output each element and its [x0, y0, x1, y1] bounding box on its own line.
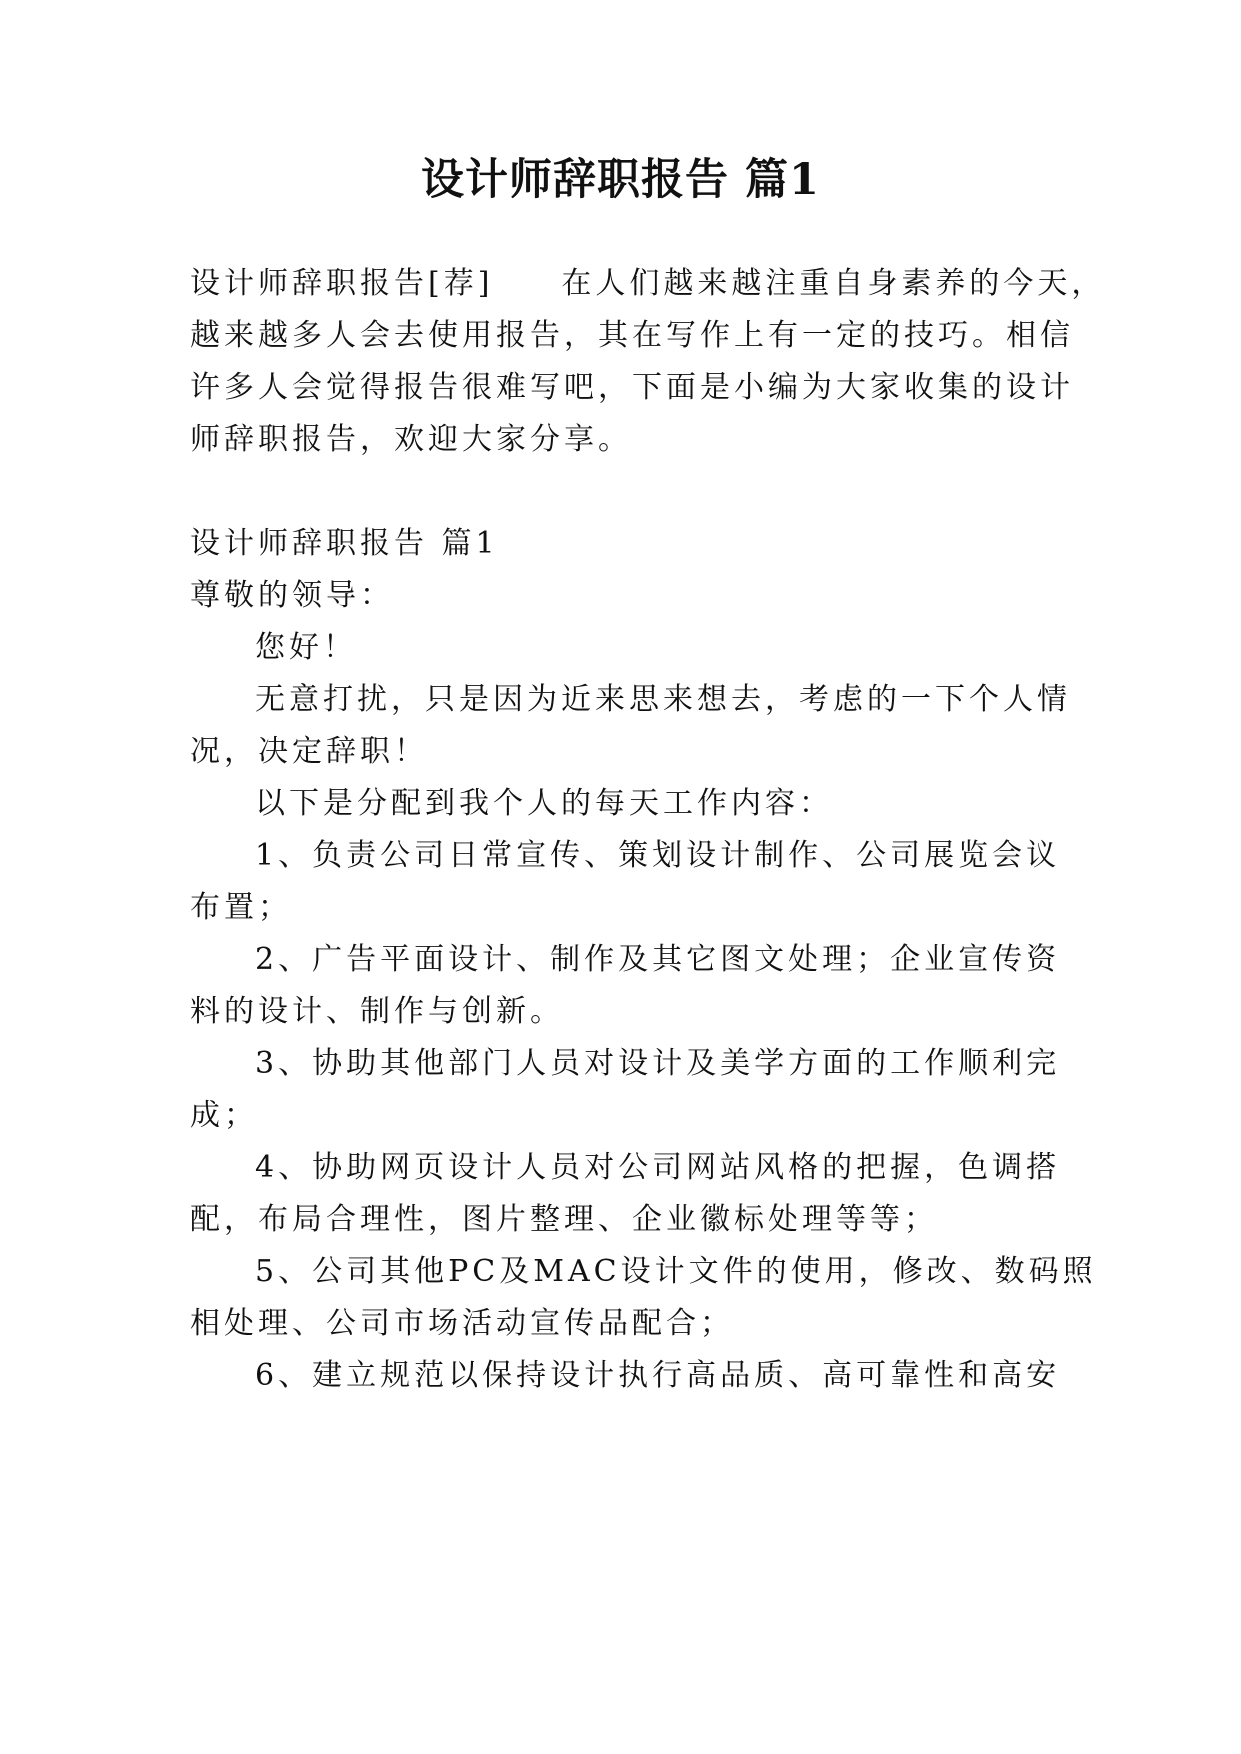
- body-line-9: 成；: [190, 1098, 258, 1133]
- salutation: 尊敬的领导：: [190, 578, 394, 613]
- body-line-6: 2、广告平面设计、制作及其它图文处理；企业宣传资: [255, 942, 1061, 977]
- body-line-1: 无意打扰，只是因为近来思来想去，考虑的一下个人情: [255, 682, 1071, 717]
- body-line-12: 5、公司其他PC及MAC设计文件的使用，修改、数码照: [255, 1254, 1097, 1289]
- section-heading: 设计师辞职报告 篇1: [190, 526, 499, 561]
- body-line-13: 相处理、公司市场活动宣传品配合；: [190, 1306, 734, 1341]
- body-line-8: 3、协助其他部门人员对设计及美学方面的工作顺利完: [255, 1046, 1061, 1081]
- body-line-2: 况，决定辞职！: [190, 734, 428, 769]
- intro-line-3: 许多人会觉得报告很难写吧，下面是小编为大家收集的设计: [190, 370, 1074, 405]
- body-line-3: 以下是分配到我个人的每天工作内容：: [255, 786, 833, 821]
- body-line-14: 6、建立规范以保持设计执行高品质、高可靠性和高安: [255, 1358, 1061, 1393]
- intro-line-1: 设计师辞职报告[荐] 在人们越来越注重自身素养的今天，: [190, 266, 1106, 301]
- body-line-4: 1、负责公司日常宣传、策划设计制作、公司展览会议: [255, 838, 1061, 873]
- body-line-11: 配，布局合理性，图片整理、企业徽标处理等等；: [190, 1202, 938, 1237]
- body-line-5: 布置；: [190, 890, 292, 925]
- intro-line-4: 师辞职报告，欢迎大家分享。: [190, 422, 632, 457]
- document-title: 设计师辞职报告 篇1: [421, 155, 820, 205]
- greeting: 您好！: [255, 630, 357, 665]
- intro-line-2: 越来越多人会去使用报告，其在写作上有一定的技巧。相信: [190, 318, 1074, 353]
- body-line-10: 4、协助网页设计人员对公司网站风格的把握，色调搭: [255, 1150, 1061, 1185]
- body-line-7: 料的设计、制作与创新。: [190, 994, 564, 1029]
